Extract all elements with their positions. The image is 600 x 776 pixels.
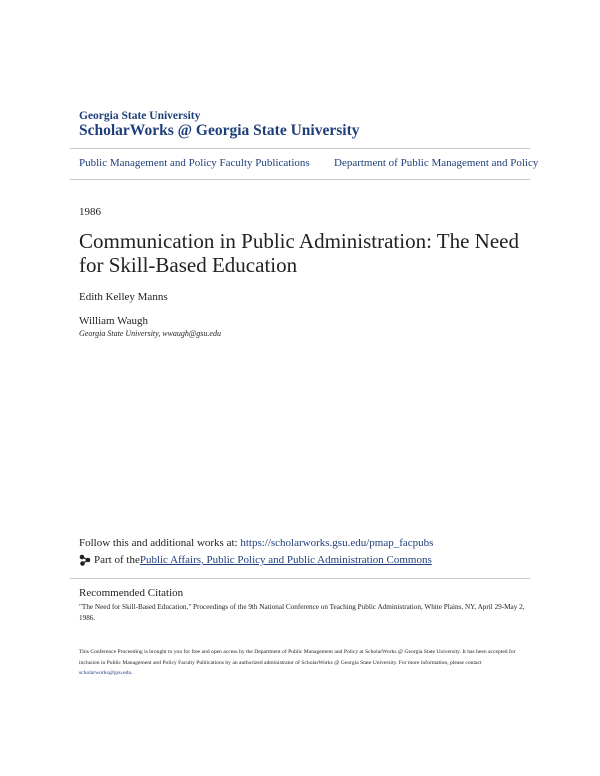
citation-text: "The Need for Skill-Based Education," Proceedings of the 9th National Conference on Teaching Public Administration, White Plains, NY, April 29-May 2, 1986. — [79, 603, 525, 622]
access-notice — [79, 647, 529, 679]
citation-heading: Recommended Citation — [79, 587, 184, 599]
divider-citation — [70, 578, 530, 579]
author-name: Edith Kelley Manns — [79, 291, 168, 303]
follow-label: Follow this and additional works at: — [79, 537, 241, 549]
follow-line — [79, 537, 433, 549]
repository-name[interactable]: ScholarWorks @ Georgia State University — [79, 122, 360, 139]
faculty-publications-link[interactable]: Public Management and Policy Faculty Publications — [79, 157, 310, 169]
network-icon — [79, 554, 91, 566]
article-title: Communication in Public Administration: The Need for Skill-Based Education — [79, 229, 519, 277]
department-link[interactable]: Department of Public Management and Policy — [334, 157, 539, 169]
author-name: William Waugh — [79, 315, 149, 327]
access-notice-end: . — [131, 670, 133, 676]
divider-top — [70, 148, 530, 149]
part-of-line — [79, 554, 432, 566]
divider-nav — [70, 179, 530, 180]
part-of-label: Part of the — [94, 554, 140, 566]
collection-url-link[interactable]: https://scholarworks.gsu.edu/pmap_facpubs — [240, 537, 434, 549]
university-name[interactable]: Georgia State University — [79, 110, 201, 122]
publication-year: 1986 — [79, 206, 101, 218]
author-affiliation: Georgia State University, wwaugh@gsu.edu — [79, 329, 221, 338]
commons-link[interactable]: Public Affairs, Public Policy and Public Administration Commons — [139, 554, 432, 566]
access-notice-text: This Conference Proceeding is brought to you for free and open access by the Department of Public Management and Policy at ScholarWorks @ Georgia State University. It has been accepted for inclusion in Public Management and Policy Faculty Publications by an authorized administrator of ScholarWorks @ Georgia State University. For more information, please contact — [79, 649, 516, 666]
contact-email-link[interactable]: scholarworks@gsu.edu — [79, 670, 132, 676]
